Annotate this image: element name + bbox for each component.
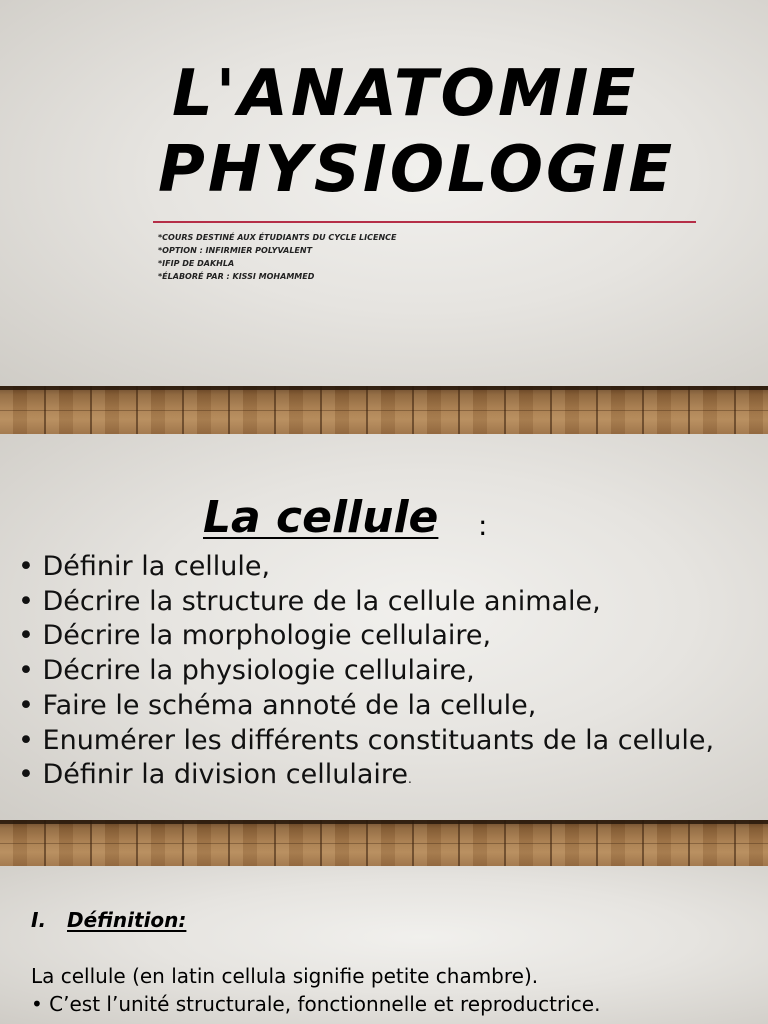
objective-text: Enumérer les différents constituants de la cellule,	[42, 724, 715, 756]
subtitle-line: *IFIP DE DAKHLA	[158, 259, 235, 268]
title-line-1: L'ANATOMIE	[172, 57, 639, 131]
title-line-2: PHYSIOLOGIE	[158, 133, 676, 207]
objective-item	[18, 758, 748, 797]
objective-text: Définir la division cellulaire	[42, 759, 408, 791]
section-heading-text: La cellule	[203, 492, 439, 543]
objective-text: Définir la cellule,	[42, 551, 271, 582]
wood-floor-decoration	[0, 820, 768, 866]
objective-text: Décrire la structure de la cellule animale,	[42, 585, 601, 617]
objective-item	[18, 654, 748, 689]
subtitle-line: *OPTION : INFIRMIER POLYVALENT	[158, 246, 313, 255]
heading-colon: :	[478, 509, 488, 542]
objective-text: Décrire la physiologie cellulaire,	[42, 655, 475, 687]
subtitle-line: *ÉLABORÉ PAR : KISSI MOHAMMED	[158, 272, 315, 281]
definition-slide	[0, 866, 768, 1024]
objective-item	[18, 550, 748, 585]
objective-text: Décrire la morphologie cellulaire,	[42, 620, 492, 652]
objective-item	[18, 585, 748, 620]
definition-paragraph: La cellule (en latin cellula signifie petite chambre).	[31, 964, 539, 988]
definition-body	[31, 962, 751, 1018]
objective-item	[18, 619, 748, 654]
objective-period: .	[408, 772, 412, 787]
objectives-slide	[0, 434, 768, 824]
definition-heading	[31, 910, 186, 930]
objective-text: Faire le schéma annoté de la cellule,	[42, 689, 537, 721]
section-numeral: I.	[31, 908, 47, 932]
objective-item	[18, 689, 748, 724]
section-heading	[203, 492, 439, 543]
subtitle-list	[158, 231, 396, 283]
subtitle-line: *COURS DESTINÉ AUX ÉTUDIANTS DU CYCLE LICENCE	[158, 233, 397, 242]
definition-bullet: • C’est l’unité structurale, fonctionnelle et reproductrice.	[31, 992, 601, 1016]
objectives-list	[18, 550, 748, 797]
title-slide	[0, 0, 768, 388]
accent-divider	[153, 221, 696, 223]
wood-floor-decoration	[0, 386, 768, 434]
objective-item	[18, 724, 748, 759]
definition-heading-text: Définition:	[67, 908, 187, 932]
